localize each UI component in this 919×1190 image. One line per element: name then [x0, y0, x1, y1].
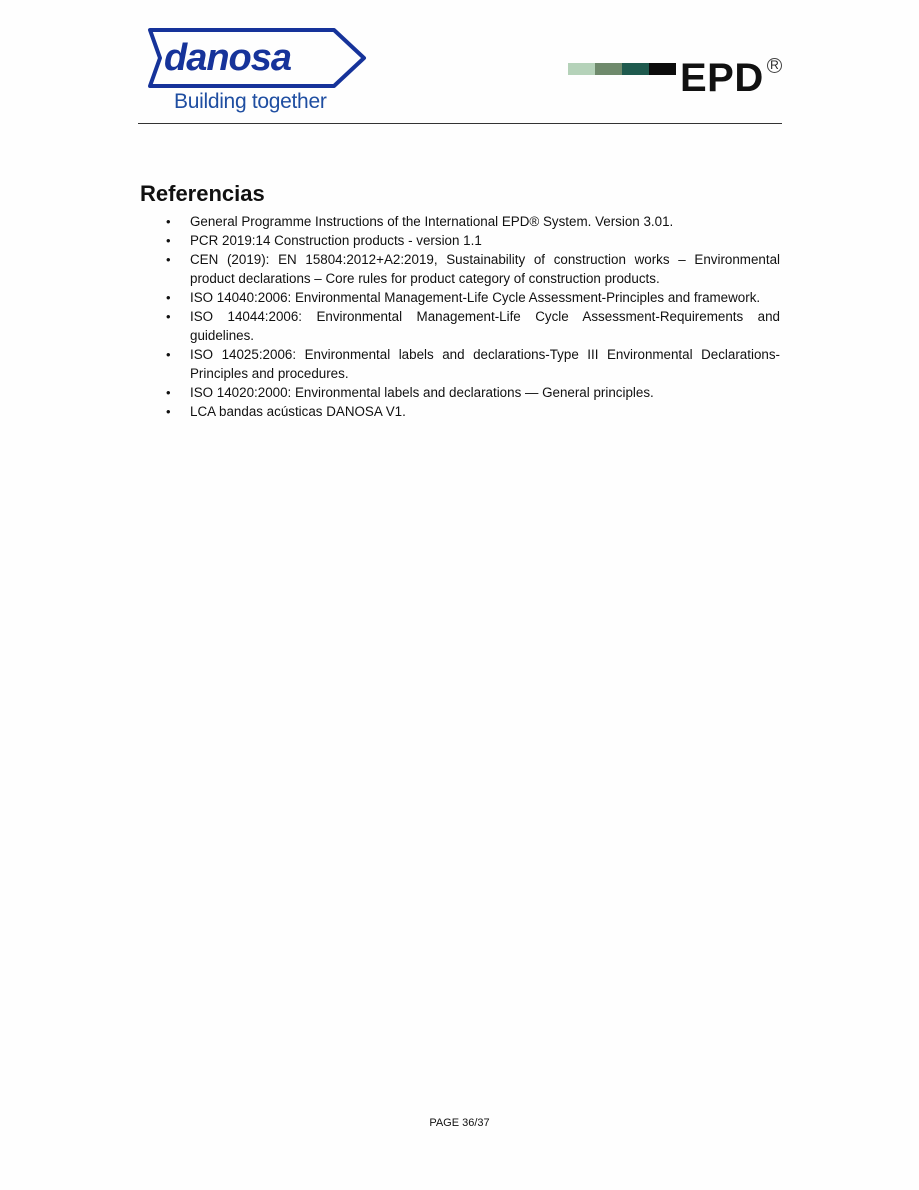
- bullet-icon: •: [166, 347, 171, 362]
- section-title: Referencias: [140, 181, 265, 206]
- bullet-icon: •: [166, 309, 171, 324]
- bullet-icon: •: [166, 214, 171, 229]
- list-item: [140, 402, 780, 421]
- epd-bar-3: [622, 63, 649, 75]
- epd-bar-2: [595, 63, 622, 75]
- list-item: [140, 307, 780, 345]
- danosa-logo: [146, 28, 368, 120]
- list-item-text: ISO 14040:2006: Environmental Management-Life Cycle Assessment-Principles and framework.: [190, 290, 761, 305]
- logo-brand-text: danosa: [164, 37, 292, 79]
- list-item: [140, 345, 780, 383]
- page-number: PAGE 36/37: [429, 1117, 490, 1129]
- epd-bar-1: [568, 63, 595, 75]
- bullet-icon: •: [166, 233, 171, 248]
- list-item-text: ISO 14025:2006: Environmental labels and declarations-Type III Environmental Declarations-Principles and procedures.: [190, 347, 780, 381]
- logo-tagline: Building together: [174, 90, 327, 113]
- bullet-icon: •: [166, 385, 171, 400]
- list-item-text: General Programme Instructions of the International EPD® System. Version 3.01.: [190, 214, 674, 229]
- list-item-text: ISO 14044:2006: Environmental Management-Life Cycle Assessment-Requirements and guidelines.: [190, 309, 780, 343]
- bullet-icon: •: [166, 252, 171, 267]
- list-item: [140, 212, 780, 231]
- list-item-text: LCA bandas acústicas DANOSA V1.: [190, 404, 406, 419]
- epd-text: EPD: [680, 56, 764, 100]
- epd-logo: [568, 58, 783, 102]
- list-item: [140, 250, 780, 288]
- registered-mark-icon: R: [767, 58, 782, 73]
- list-item: [140, 288, 780, 307]
- list-item-text: CEN (2019): EN 15804:2012+A2:2019, Sustainability of construction works – Environmental product declarations – Core rules for product category of construction products.: [190, 252, 780, 286]
- bullet-icon: •: [166, 404, 171, 419]
- header-divider: [138, 123, 782, 124]
- list-item-text: ISO 14020:2000: Environmental labels and declarations — General principles.: [190, 385, 654, 400]
- list-item: [140, 231, 780, 250]
- list-item: [140, 383, 780, 402]
- references-section: [140, 180, 780, 421]
- epd-bar-4: [649, 63, 676, 75]
- list-item-text: PCR 2019:14 Construction products - version 1.1: [190, 233, 482, 248]
- page-header: [0, 0, 919, 126]
- references-list: [140, 212, 780, 421]
- bullet-icon: •: [166, 290, 171, 305]
